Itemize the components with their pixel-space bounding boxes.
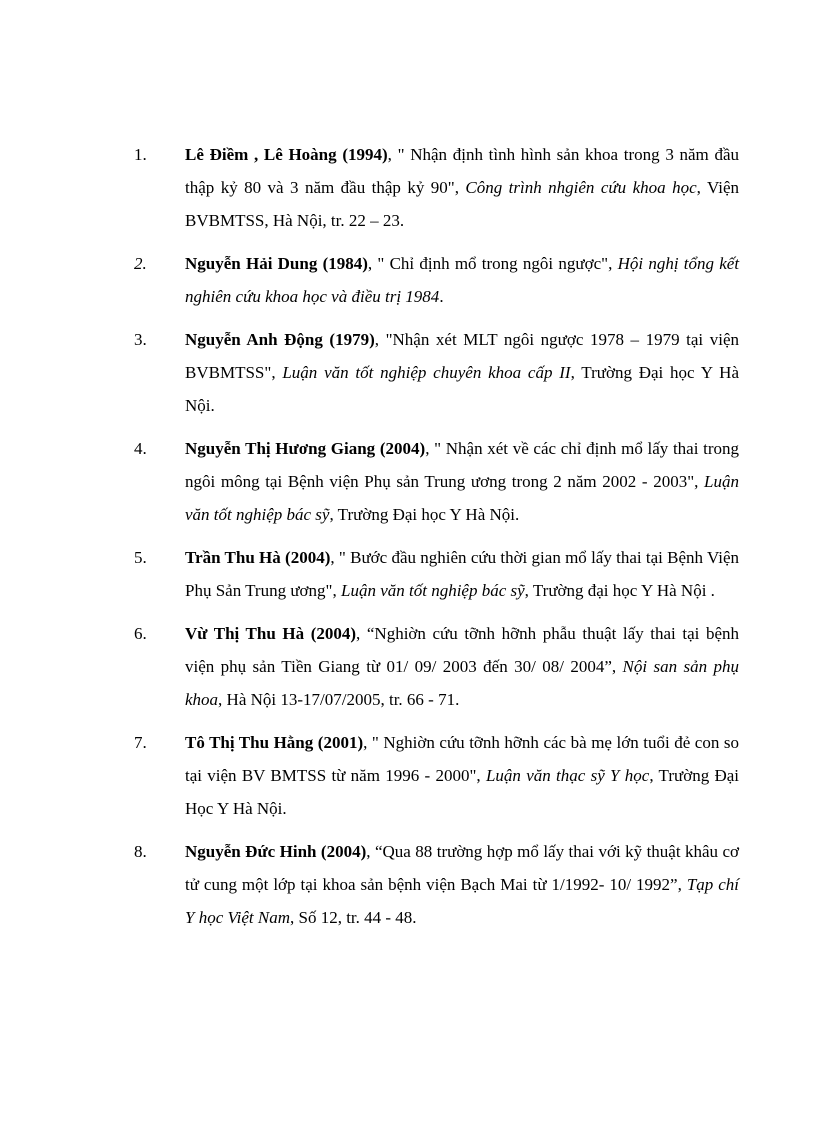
reference-number: 2. (134, 254, 147, 273)
reference-source: Hội nghị tổng kết nghiên cứu khoa học và điều trị 1984 (185, 254, 740, 306)
reference-details: , Trường Đại Học Y Hà Nội. (185, 766, 740, 818)
reference-details: , Trường Đại học Y Hà Nội. (329, 505, 520, 524)
reference-separator: , (611, 657, 623, 676)
reference-source: Luận văn tốt nghiệp bác sỹ (341, 581, 525, 600)
reference-separator: , (677, 875, 687, 894)
reference-separator: , (608, 254, 618, 273)
reference-text (185, 541, 739, 607)
reference-number: 6. (134, 624, 147, 643)
reference-text (185, 432, 739, 531)
reference-authors: Nguyễn Đức Hinh (2004) (185, 842, 367, 861)
reference-source: Nội san sản phụ khoa (185, 657, 740, 709)
reference-details: , Hà Nội 13-17/07/2005, tr. 66 - 71. (218, 690, 460, 709)
reference-authors: Nguyễn Anh Động (1979) (185, 330, 375, 349)
reference-authors: Nguyễn Hải Dung (1984) (185, 254, 368, 273)
reference-source: Tạp chí Y học Việt Nam (185, 875, 740, 927)
reference-separator: , (367, 254, 378, 273)
reference-separator: , (374, 330, 386, 349)
reference-number: 1. (134, 145, 147, 164)
reference-list (0, 138, 816, 944)
reference-title: " Chỉ định mổ trong ngôi ngược" (377, 254, 609, 273)
reference-title: " Nghiờn cứu tỡnh hỡnh các bà mẹ lớn tuổi đẻ con so tại viện BV BMTSS từ năm 1996 - 2000" (185, 733, 739, 785)
reference-authors: Tô Thị Thu Hằng (2001) (185, 733, 364, 752)
reference-number: 4. (134, 439, 147, 458)
reference-title: " Nhận xét về các chỉ định mổ lấy thai trong ngôi mông tại Bệnh viện Phụ sản Trung ương trong 2 năm 2002 - 2003" (185, 439, 739, 491)
reference-separator: , (387, 145, 398, 164)
reference-text (185, 617, 739, 716)
reference-authors: Vừ Thị Thu Hà (2004) (185, 624, 357, 643)
reference-separator: , (454, 178, 466, 197)
reference-separator: , (363, 733, 372, 752)
reference-details: . (439, 287, 444, 306)
reference-number: 3. (134, 330, 147, 349)
reference-item (0, 541, 816, 607)
reference-text (185, 835, 739, 934)
reference-source: Công trình nhgiên cứu khoa học (465, 178, 697, 197)
reference-item (0, 726, 816, 825)
reference-source: Luận văn thạc sỹ Y học (485, 766, 650, 785)
reference-text (185, 726, 739, 825)
reference-source: Luận văn tốt nghiệp chuyên khoa cấp II (282, 363, 571, 382)
reference-source: Luận văn tốt nghiệp bác sỹ (185, 472, 740, 524)
reference-title: "Nhận xét MLT ngôi ngược 1978 – 1979 tại viện BVBMTSS" (185, 330, 739, 382)
reference-separator: , (330, 548, 339, 567)
reference-text (185, 323, 739, 422)
reference-separator: , (476, 766, 486, 785)
reference-authors: Nguyễn Thị Hương Giang (2004) (185, 439, 426, 458)
reference-separator: , (366, 842, 375, 861)
reference-title: “Nghiờn cứu tỡnh hỡnh phẫu thuật lấy thai tại bệnh viện phụ sản Tiền Giang từ 01/ 09/ 2003 đến 30/ 08/ 2004” (185, 624, 739, 676)
reference-title: " Bước đầu nghiên cứu thời gian mổ lấy thai tại Bệnh Viện Phụ Sản Trung ương" (185, 548, 739, 600)
reference-details: , Trường đại học Y Hà Nội . (524, 581, 715, 600)
reference-details: , Viện BVBMTSS, Hà Nội, tr. 22 – 23. (185, 178, 740, 230)
reference-title: “Qua 88 trường hợp mổ lấy thai với kỹ thuật khâu cơ tử cung một lớp tại khoa sản bệnh viện Bạch Mai từ 1/1992- 10/ 1992” (185, 842, 740, 894)
reference-text (185, 247, 739, 313)
reference-separator: , (425, 439, 435, 458)
reference-item (0, 617, 816, 716)
reference-authors: Lê Điềm , Lê Hoàng (1994) (185, 145, 388, 164)
reference-separator: , (356, 624, 367, 643)
reference-item (0, 323, 816, 422)
reference-number: 8. (134, 842, 147, 861)
reference-text (185, 138, 739, 237)
reference-number: 7. (134, 733, 147, 752)
reference-item (0, 432, 816, 531)
reference-details: , Trường Đại học Y Hà Nội. (185, 363, 740, 415)
reference-item (0, 247, 816, 313)
reference-authors: Trần Thu Hà (2004) (185, 548, 331, 567)
reference-item (0, 835, 816, 934)
reference-separator: , (332, 581, 341, 600)
reference-details: , Số 12, tr. 44 - 48. (289, 908, 417, 927)
reference-item (0, 138, 816, 237)
reference-separator: , (271, 363, 283, 382)
reference-separator: , (694, 472, 705, 491)
reference-number: 5. (134, 548, 147, 567)
reference-title: " Nhận định tình hình sản khoa trong 3 năm đầu thập kỷ 80 và 3 năm đầu thập kỷ 90" (185, 145, 739, 197)
